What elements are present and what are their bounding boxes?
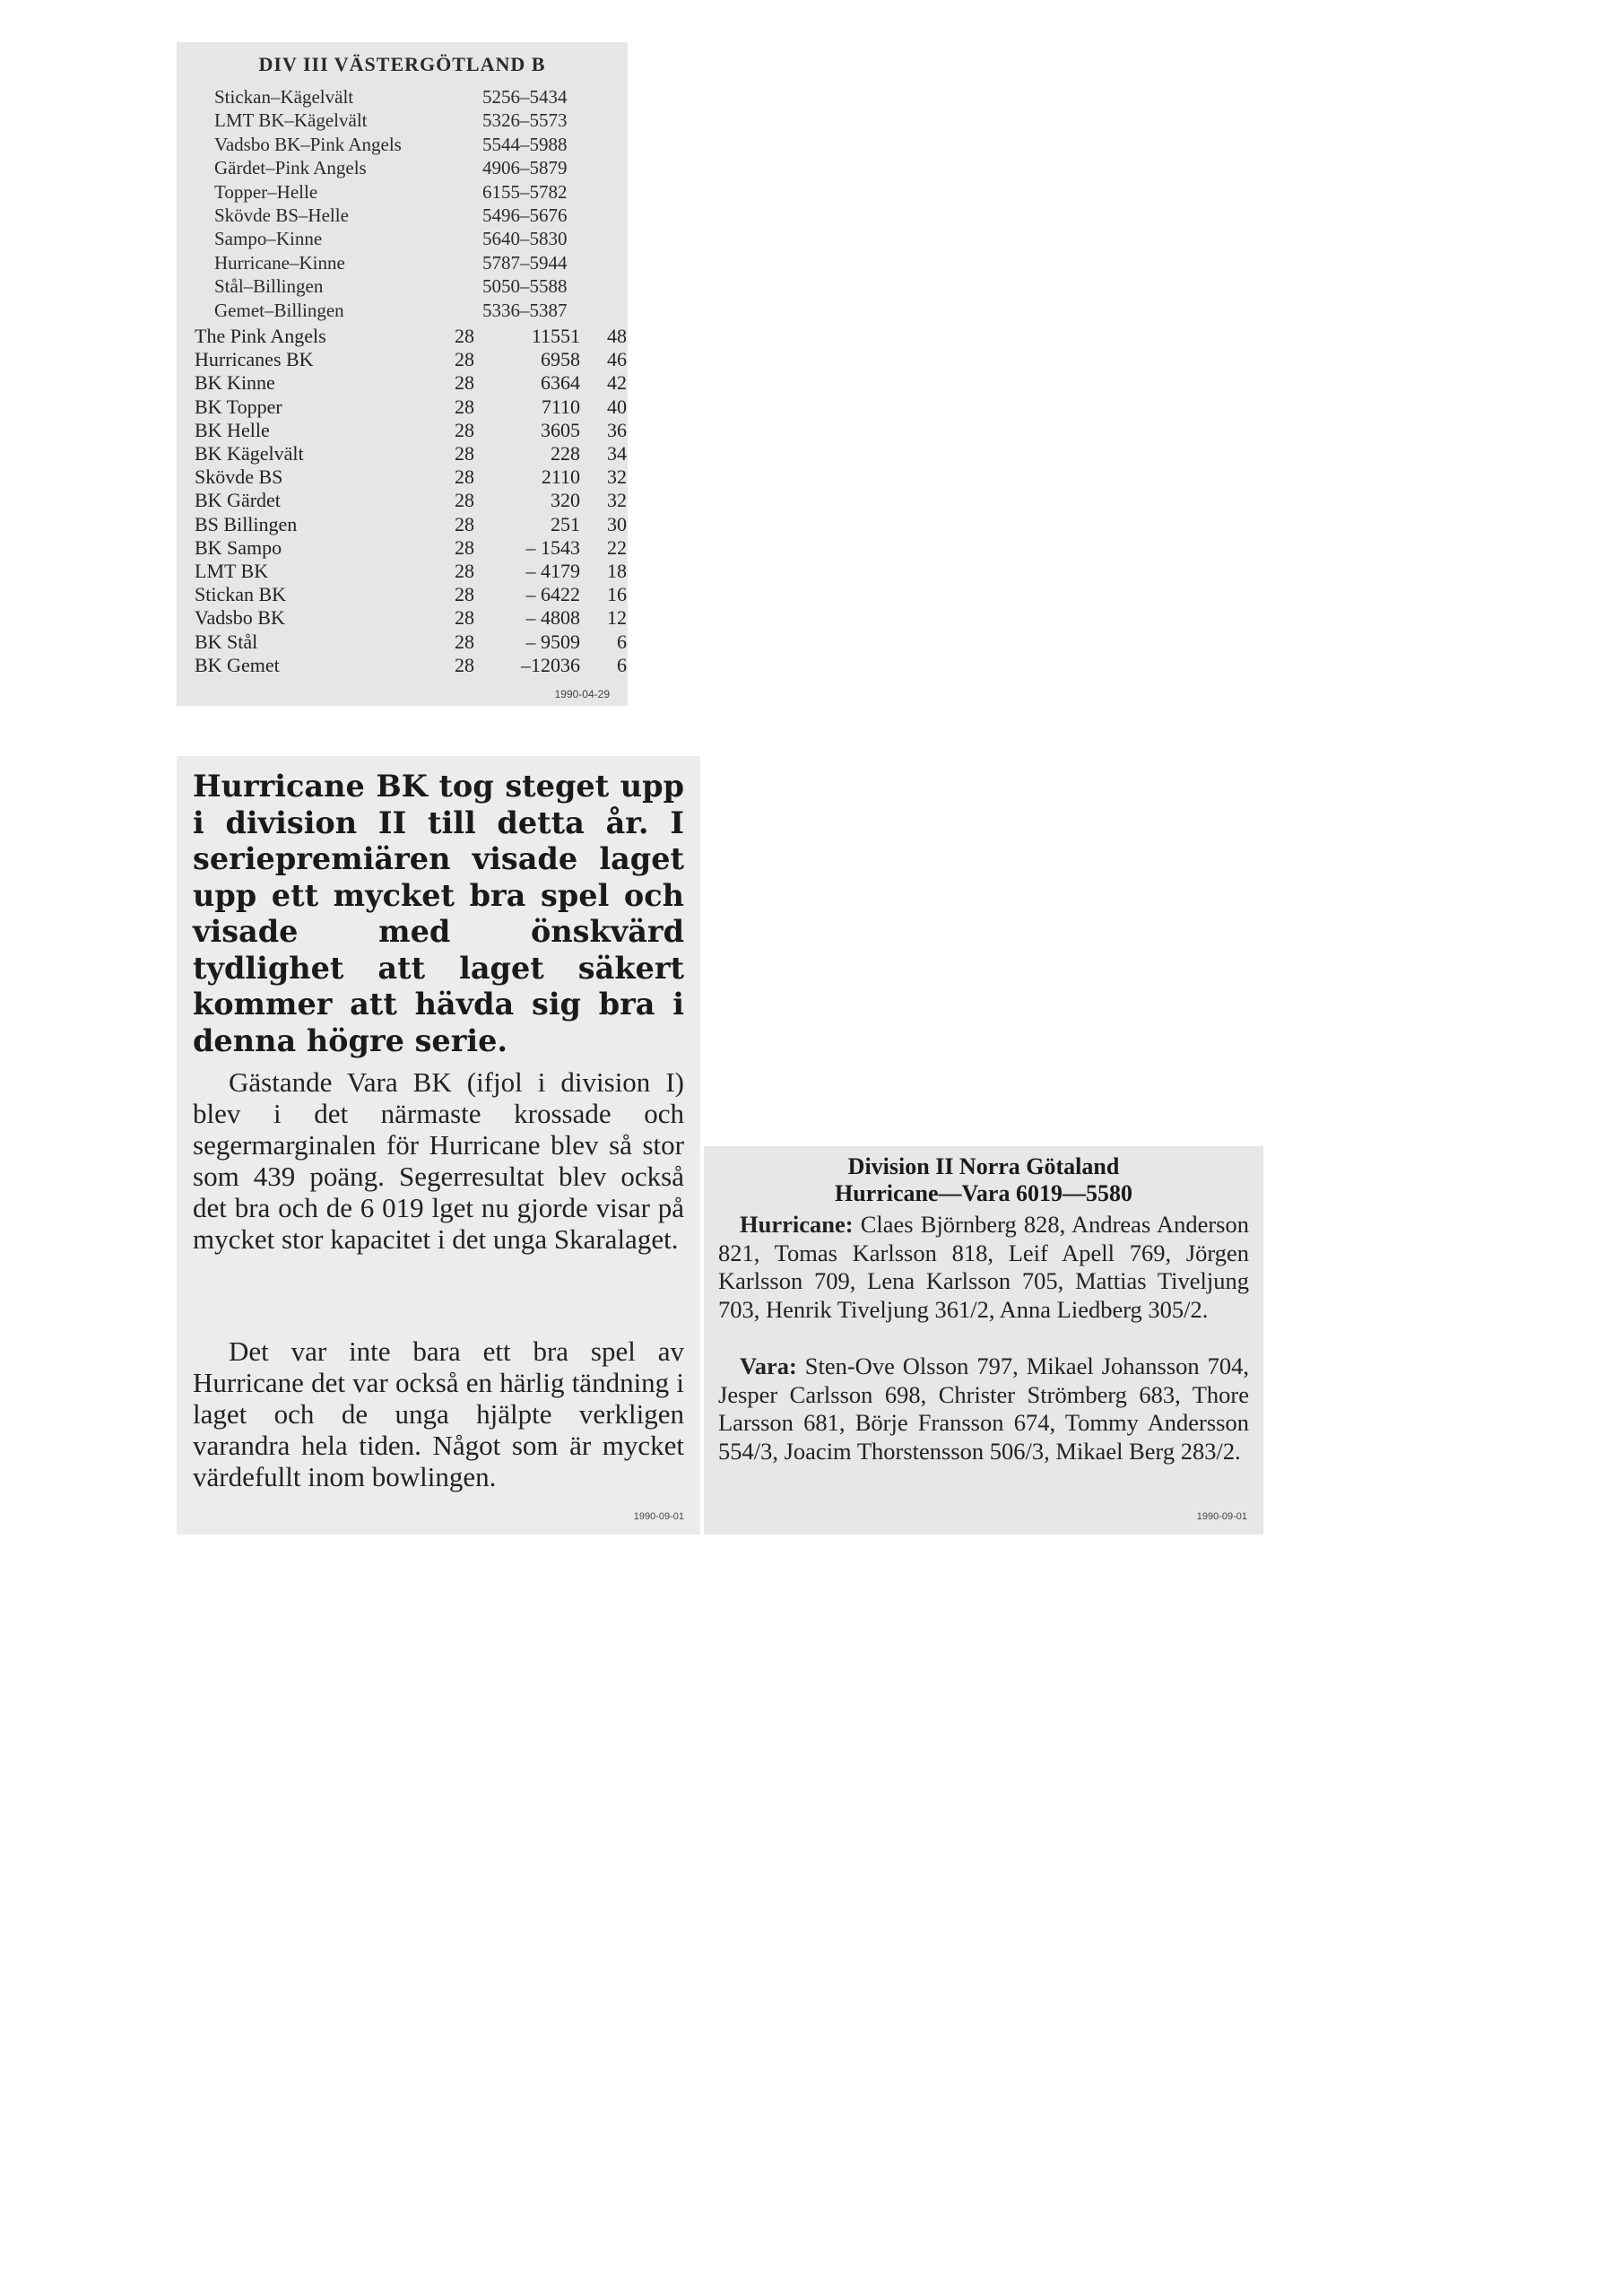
table-row xyxy=(195,396,625,419)
pin-difference: – 4808 xyxy=(525,606,580,630)
team-name: Skövde BS xyxy=(195,465,283,489)
article-paragraph: Det var inte bara ett bra spel av Hurricane det var också en härlig tändning i laget och de unga hjälpte verkligen varandra hela tiden. Något som är mycket värdefullt inom bowlingen. xyxy=(193,1335,684,1492)
pin-difference: 251 xyxy=(551,512,580,535)
pin-difference: 2110 xyxy=(541,465,580,489)
games-played: 28 xyxy=(455,325,474,347)
pin-difference: 11551 xyxy=(531,325,580,347)
pin-difference: – 6422 xyxy=(525,583,580,606)
points: 48 xyxy=(607,325,627,347)
pin-difference: 7110 xyxy=(541,395,580,418)
pin-difference: – 9509 xyxy=(525,630,580,653)
points: 6 xyxy=(617,653,627,676)
pin-difference: – 1543 xyxy=(525,535,580,559)
table-row xyxy=(195,631,625,654)
pin-difference: 6958 xyxy=(541,348,580,371)
match-result-clipping xyxy=(704,1146,1263,1535)
team-name: BK Kägelvält xyxy=(195,442,304,465)
table-row xyxy=(195,489,625,512)
table-row xyxy=(195,654,625,677)
standings-title: DIV III VÄSTERGÖTLAND B xyxy=(258,53,546,75)
table-row xyxy=(195,513,625,536)
team-name: Vadsbo BK xyxy=(195,606,285,630)
points: 6 xyxy=(617,630,627,653)
match-teams: Sampo–Kinne xyxy=(214,228,323,250)
table-row xyxy=(195,583,625,606)
games-played: 28 xyxy=(455,371,474,395)
hurricane-players: Claes Björnberg 828, Andreas Anderson 821, Tomas Karlsson 818, Leif Apell 769, Jörgen Karlsson 709, Lena Karlsson 705, Mattias Tiveljung 703, Henrik Tiveljung 361/2, Anna Liedberg 305/2. xyxy=(718,1211,1249,1323)
vara-lineup xyxy=(718,1352,1249,1465)
hurricane-lineup xyxy=(718,1211,1249,1324)
match-result-row xyxy=(214,180,609,204)
match-score: 5640–5830 xyxy=(482,228,568,250)
points: 12 xyxy=(607,606,627,630)
match-score: 5787–5944 xyxy=(482,251,568,274)
article-date: 1990-09-01 xyxy=(633,1511,684,1522)
match-result-row xyxy=(214,109,609,132)
team-name: BK Topper xyxy=(195,395,282,418)
pin-difference: 6364 xyxy=(541,371,580,395)
team-name: BK Helle xyxy=(195,418,270,441)
article-clipping xyxy=(177,756,700,1535)
team-name: The Pink Angels xyxy=(195,325,326,347)
points: 42 xyxy=(607,371,627,395)
points: 36 xyxy=(607,418,627,441)
points: 32 xyxy=(607,489,627,512)
points: 40 xyxy=(607,395,627,418)
match-teams: LMT BK–Kägelvält xyxy=(214,109,368,132)
pin-difference: 320 xyxy=(551,489,580,512)
games-played: 28 xyxy=(455,606,474,630)
standings-date: 1990-04-29 xyxy=(554,688,610,700)
vara-label: Vara: xyxy=(740,1352,797,1379)
pin-difference: –12036 xyxy=(521,653,580,676)
team-name: BK Gemet xyxy=(195,653,280,676)
match-result-row xyxy=(214,227,609,250)
match-score: 5050–5588 xyxy=(482,275,568,298)
match-teams: Topper–Helle xyxy=(214,180,318,203)
games-played: 28 xyxy=(455,489,474,512)
match-teams: Stickan–Kägelvält xyxy=(214,86,354,108)
match-result-row xyxy=(214,133,609,156)
games-played: 28 xyxy=(455,560,474,582)
match-score: 5336–5387 xyxy=(482,299,568,321)
points: 46 xyxy=(607,348,627,371)
match-teams: Gemet–Billingen xyxy=(214,299,344,321)
match-teams: Vadsbo BK–Pink Angels xyxy=(214,133,402,155)
match-score: 5256–5434 xyxy=(482,86,568,108)
table-row xyxy=(195,419,625,442)
points: 32 xyxy=(607,465,627,489)
table-row xyxy=(195,371,625,395)
article-paragraph: Gästande Vara BK (ifjol i division I) blev i det närmaste krossade och segermarginalen för Hurricane blev så stor som 439 poäng. Segerresultat blev också det bra och de 6 019 lget nu gjorde visar på mycket stor kapacitet i det unga Skaralaget. xyxy=(193,1066,684,1255)
result-date: 1990-09-01 xyxy=(1196,1511,1247,1522)
games-played: 28 xyxy=(455,348,474,371)
hurricane-label: Hurricane: xyxy=(740,1211,854,1238)
points: 34 xyxy=(607,442,627,465)
table-row xyxy=(195,606,625,630)
match-teams: Hurricane–Kinne xyxy=(214,251,345,274)
table-row xyxy=(195,442,625,465)
team-name: BK Sampo xyxy=(195,535,282,559)
result-score-heading: Hurricane—Vara 6019—5580 xyxy=(835,1180,1132,1206)
table-row xyxy=(195,348,625,371)
match-result-row xyxy=(214,274,609,298)
match-teams: Gärdet–Pink Angels xyxy=(214,157,367,179)
article-lead: Hurricane BK tog steget upp i division II till detta år. I seriepremiären visade laget upp ett mycket bra spel och visade med önskvärd tydlighet att laget säkert kommer att hävda sig bra i denna högre serie. xyxy=(193,769,684,1058)
match-score: 5496–5676 xyxy=(482,204,568,226)
team-name: BK Gärdet xyxy=(195,489,281,512)
points: 30 xyxy=(607,512,627,535)
match-score: 6155–5782 xyxy=(482,180,568,203)
match-result-row xyxy=(214,251,609,274)
points: 16 xyxy=(607,583,627,606)
match-teams: Stål–Billingen xyxy=(214,275,324,298)
vara-players: Sten-Ove Olsson 797, Mikael Johansson 704, Jesper Carlsson 698, Christer Strömberg 683, Thore Larsson 681, Börje Fransson 674, Tommy Andersson 554/3, Joacim Thorstensson 506/3, Mikael Berg 283/2. xyxy=(718,1352,1249,1465)
points: 22 xyxy=(607,535,627,559)
games-played: 28 xyxy=(455,418,474,441)
table-row xyxy=(195,536,625,560)
games-played: 28 xyxy=(455,512,474,535)
games-played: 28 xyxy=(455,442,474,465)
pin-difference: 3605 xyxy=(541,418,580,441)
games-played: 28 xyxy=(455,465,474,489)
pin-difference: – 4179 xyxy=(525,560,580,582)
result-division-heading: Division II Norra Götaland xyxy=(847,1153,1120,1179)
games-played: 28 xyxy=(455,653,474,676)
match-result-row xyxy=(214,85,609,109)
match-score: 5544–5988 xyxy=(482,133,568,155)
games-played: 28 xyxy=(455,535,474,559)
table-row xyxy=(195,465,625,489)
match-score: 4906–5879 xyxy=(482,157,568,179)
pin-difference: 228 xyxy=(551,442,580,465)
match-teams: Skövde BS–Helle xyxy=(214,204,349,226)
table-row xyxy=(195,325,625,348)
team-name: Hurricanes BK xyxy=(195,348,314,371)
team-name: LMT BK xyxy=(195,560,269,582)
team-name: BK Stål xyxy=(195,630,258,653)
team-name: Stickan BK xyxy=(195,583,287,606)
games-played: 28 xyxy=(455,583,474,606)
table-row xyxy=(195,560,625,583)
games-played: 28 xyxy=(455,630,474,653)
points: 18 xyxy=(607,560,627,582)
match-result-row xyxy=(214,204,609,227)
match-result-row xyxy=(214,299,609,322)
match-result-row xyxy=(214,156,609,179)
match-score: 5326–5573 xyxy=(482,109,568,132)
games-played: 28 xyxy=(455,395,474,418)
team-name: BK Kinne xyxy=(195,371,275,395)
standings-clipping xyxy=(177,42,628,706)
team-name: BS Billingen xyxy=(195,512,298,535)
